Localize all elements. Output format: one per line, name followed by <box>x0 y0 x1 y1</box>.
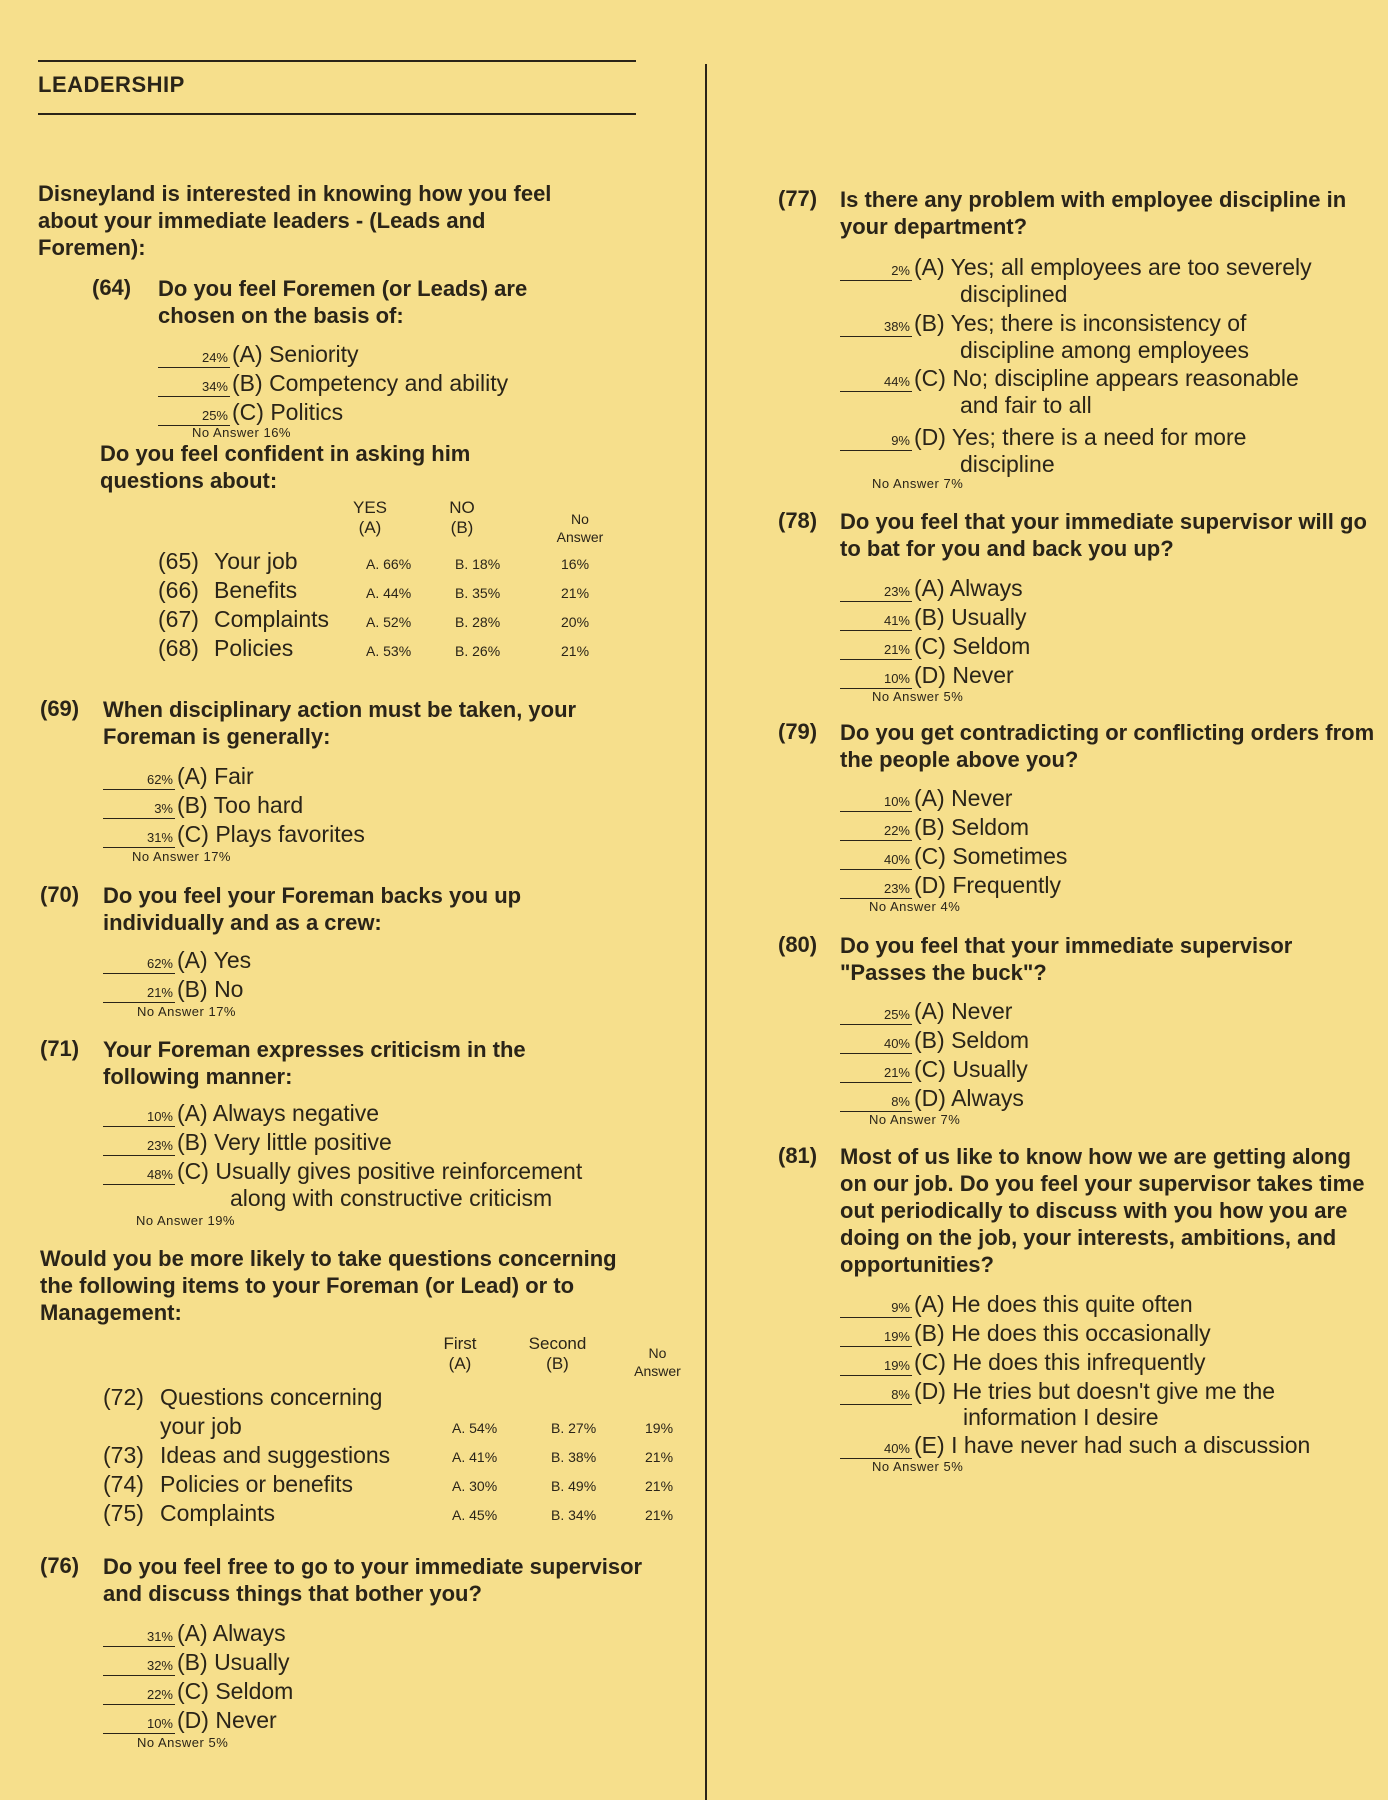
q81-e-pct: 40% <box>840 1440 912 1459</box>
q81-b-pct: 19% <box>840 1328 912 1347</box>
q79-a-label: Never <box>951 785 1013 811</box>
q76-option-a <box>103 1619 286 1647</box>
q64-c-label: Politics <box>270 399 344 425</box>
conf-na-line1: No <box>571 511 589 527</box>
route-row-na: 19% <box>645 1420 674 1436</box>
q78-option-a <box>840 574 1023 602</box>
q69-b-letter: (B) <box>177 792 208 818</box>
route-row-label: Policies or benefits <box>160 1471 354 1497</box>
q77-b-label: Yes; there is inconsistency of <box>950 310 1247 336</box>
q71-continuation: along with constructive criticism <box>230 1185 553 1211</box>
route-second-label: Second <box>528 1334 587 1353</box>
conf-row-b: B. 18% <box>455 556 501 572</box>
q70-b-letter: (B) <box>177 976 208 1002</box>
conf-row-label: Complaints <box>214 606 330 632</box>
q80-no-answer: No Answer 7% <box>869 1112 961 1127</box>
intro-text: Disneyland is interested in knowing how you feel about your immediate leaders - (Leads and Foremen): <box>38 181 552 260</box>
q77-b-pct: 38% <box>840 318 912 337</box>
q78-a-letter: (A) <box>914 575 945 601</box>
q80-c-pct: 21% <box>840 1064 912 1083</box>
q80-d-pct: 8% <box>840 1093 912 1112</box>
route-row-label: Complaints <box>160 1500 276 1526</box>
q64-no-answer: No Answer 16% <box>192 425 291 440</box>
q64-b-label: Competency and ability <box>269 370 509 396</box>
q80-text: Do you feel that your immediate supervisor "Passes the buck"? <box>840 933 1293 985</box>
q81-a-label: He does this quite often <box>951 1291 1193 1317</box>
q81-b-label: He does this occasionally <box>951 1320 1211 1346</box>
q80-a-label: Never <box>951 998 1013 1024</box>
route-row-a: A. 54% <box>452 1420 498 1436</box>
route-na-header <box>620 1344 695 1380</box>
q78-c-pct: 21% <box>840 641 912 660</box>
q71-a-pct: 10% <box>103 1108 175 1127</box>
q79-a-letter: (A) <box>914 785 945 811</box>
q77-option-b <box>840 309 1246 337</box>
q76-option-b <box>103 1648 289 1676</box>
q70-a-label: Yes <box>213 947 252 973</box>
q78-b-label: Usually <box>951 604 1027 630</box>
q69-number: (69) <box>40 696 80 721</box>
q70-option-b <box>103 975 243 1003</box>
q64-option-a <box>158 340 359 368</box>
q76-d-label: Never <box>215 1707 277 1733</box>
conf-row-num: (66) <box>158 577 199 603</box>
q71-c-label: Usually gives positive reinforcement <box>215 1158 583 1184</box>
q80-option-b <box>840 1026 1029 1054</box>
route-first-label: First <box>443 1334 477 1353</box>
q71-a-letter: (A) <box>177 1100 208 1126</box>
q77-number: (77) <box>778 186 818 211</box>
q79-d-letter: (D) <box>914 872 946 898</box>
q69-b-label: Too hard <box>213 792 304 818</box>
q76-option-c <box>103 1677 293 1705</box>
conf-row-num: (65) <box>158 548 199 574</box>
q64-option-c <box>158 398 343 426</box>
q70-option-a <box>103 946 251 974</box>
q77-no-answer: No Answer 7% <box>872 476 964 491</box>
route-row-a: A. 30% <box>452 1478 498 1494</box>
q71-number: (71) <box>40 1036 80 1061</box>
q76-number: (76) <box>40 1553 80 1578</box>
conf-row-na: 16% <box>561 556 590 572</box>
route-row-b: B. 27% <box>551 1420 597 1436</box>
conf-row-na: 20% <box>561 614 590 630</box>
route-row-label: Ideas and suggestions <box>160 1442 391 1468</box>
q78-c-label: Seldom <box>952 633 1031 659</box>
q69-text: When disciplinary action must be taken, your Foreman is generally: <box>103 697 577 749</box>
q76-c-pct: 22% <box>103 1686 175 1705</box>
q77-d-letter: (D) <box>914 424 946 450</box>
q64-a-letter: (A) <box>232 341 263 367</box>
conf-na-header <box>545 510 615 546</box>
q79-b-label: Seldom <box>951 814 1030 840</box>
q79-b-pct: 22% <box>840 822 912 841</box>
q79-option-b <box>840 813 1029 841</box>
q71-option-a <box>103 1099 379 1127</box>
q71-b-label: Very little positive <box>214 1129 392 1155</box>
q78-d-pct: 10% <box>840 670 912 689</box>
q77-a-pct: 2% <box>840 262 912 281</box>
route-row-label2: your job <box>160 1413 242 1439</box>
q81-option-c <box>840 1348 1205 1376</box>
q77-b-label2: discipline among employees <box>960 337 1249 363</box>
q79-d-pct: 23% <box>840 880 912 899</box>
conf-yes-header <box>350 498 390 538</box>
q76-text: Do you feel free to go to your immediate supervisor and discuss things that bother you? <box>103 1554 643 1606</box>
q78-b-pct: 41% <box>840 612 912 631</box>
route-row-a: A. 45% <box>452 1507 498 1523</box>
q76-b-pct: 32% <box>103 1657 175 1676</box>
q81-c-pct: 19% <box>840 1357 912 1376</box>
q78-option-c <box>840 632 1030 660</box>
confidence-text: Do you feel confident in asking him questions about: <box>100 441 471 493</box>
q64-c-letter: (C) <box>232 399 264 425</box>
route-first-header <box>430 1334 490 1374</box>
q80-c-letter: (C) <box>914 1056 946 1082</box>
q80-d-label: Always <box>951 1085 1024 1111</box>
q78-c-letter: (C) <box>914 633 946 659</box>
q64-b-letter: (B) <box>232 370 263 396</box>
q76-a-pct: 31% <box>103 1628 175 1647</box>
q77-text: Is there any problem with employee discipline in your department? <box>840 187 1347 239</box>
q79-a-pct: 10% <box>840 793 912 812</box>
route-row-num: (74) <box>103 1471 144 1497</box>
route-na-line1: No <box>648 1345 667 1361</box>
q69-b-pct: 3% <box>103 800 175 819</box>
conf-no-header <box>442 498 482 538</box>
q76-a-label: Always <box>212 1620 286 1646</box>
q78-b-letter: (B) <box>914 604 945 630</box>
q81-no-answer: No Answer 5% <box>872 1459 964 1474</box>
q70-b-label: No <box>214 976 244 1002</box>
top-rule <box>38 60 636 62</box>
q78-d-label: Never <box>952 662 1014 688</box>
q70-text: Do you feel your Foreman backs you up individually and as a crew: <box>103 883 522 935</box>
q81-e-label: I have never had such a discussion <box>951 1432 1311 1458</box>
conf-row-a: A. 52% <box>366 614 412 630</box>
route-second-sub: (B) <box>546 1354 569 1373</box>
q79-text: Do you get contradicting or conflicting orders from the people above you? <box>840 720 1375 772</box>
q76-b-letter: (B) <box>177 1649 208 1675</box>
q81-text: Most of us like to know how we are getting along on our job. Do you feel your supervisor takes time out periodically to discuss with you how you are doing on the job, your interests, ambitions, and opportunities? <box>840 1144 1365 1277</box>
q81-option-e <box>840 1431 1310 1459</box>
q69-a-label: Fair <box>214 763 254 789</box>
q77-c-letter: (C) <box>914 365 946 391</box>
q77-a-label2: disciplined <box>960 281 1068 307</box>
conf-row-b: B. 26% <box>455 643 501 659</box>
conf-row-label: Benefits <box>214 577 298 603</box>
route-row-num: (75) <box>103 1500 144 1526</box>
q64-a-pct: 24% <box>158 349 230 368</box>
q78-no-answer: No Answer 5% <box>872 689 964 704</box>
q69-c-pct: 31% <box>103 829 175 848</box>
q79-option-d <box>840 871 1061 899</box>
route-row-b: B. 49% <box>551 1478 597 1494</box>
q69-option-a <box>103 762 254 790</box>
q79-c-label: Sometimes <box>952 843 1068 869</box>
q77-a-label: Yes; all employees are too severely <box>950 254 1312 280</box>
q81-option-a <box>840 1290 1193 1318</box>
q77-c-label: No; discipline appears reasonable <box>952 365 1299 391</box>
route-second-header <box>520 1334 595 1374</box>
q80-option-c <box>840 1055 1028 1083</box>
q81-b-letter: (B) <box>914 1320 945 1346</box>
q79-d-label: Frequently <box>952 872 1061 898</box>
q78-number: (78) <box>778 508 818 533</box>
route-row-num: (72) <box>103 1384 144 1410</box>
q77-b-letter: (B) <box>914 310 945 336</box>
q64-b-pct: 34% <box>158 378 230 397</box>
q79-b-letter: (B) <box>914 814 945 840</box>
q81-option-d <box>840 1377 1275 1405</box>
q76-a-letter: (A) <box>177 1620 208 1646</box>
q80-b-label: Seldom <box>951 1027 1030 1053</box>
q64-text: Do you feel Foremen (or Leads) are chosen on the basis of: <box>158 276 528 328</box>
conf-row-a: A. 44% <box>366 585 412 601</box>
q76-b-label: Usually <box>214 1649 290 1675</box>
q76-option-d <box>103 1706 277 1734</box>
conf-row-num: (68) <box>158 635 199 661</box>
conf-yes-label: YES <box>352 498 388 517</box>
q77-c-label2: and fair to all <box>960 392 1092 418</box>
q81-d-label: He tries but doesn't give me the <box>952 1378 1276 1404</box>
q80-d-letter: (D) <box>914 1085 946 1111</box>
conf-row-a: A. 53% <box>366 643 412 659</box>
q71-a-label: Always negative <box>212 1100 379 1126</box>
route-row-na: 21% <box>645 1478 674 1494</box>
q71-no-answer: No Answer 19% <box>136 1213 235 1228</box>
q77-d-pct: 9% <box>840 432 912 451</box>
q70-no-answer: No Answer 17% <box>137 1004 236 1019</box>
q81-d-label2: information I desire <box>963 1404 1159 1430</box>
q69-a-letter: (A) <box>177 763 208 789</box>
q70-a-pct: 62% <box>103 955 175 974</box>
q81-c-letter: (C) <box>914 1349 946 1375</box>
q71-b-pct: 23% <box>103 1137 175 1156</box>
q81-a-letter: (A) <box>914 1291 945 1317</box>
q79-c-letter: (C) <box>914 843 946 869</box>
q81-e-letter: (E) <box>914 1432 945 1458</box>
q78-d-letter: (D) <box>914 662 946 688</box>
route-first-sub: (A) <box>448 1354 472 1373</box>
q64-number: (64) <box>92 275 132 300</box>
q78-a-pct: 23% <box>840 583 912 602</box>
title-underline <box>38 113 636 115</box>
conf-na-line2: Answer <box>556 529 604 545</box>
route-row-b: B. 38% <box>551 1449 597 1465</box>
q81-option-b <box>840 1319 1211 1347</box>
route-row-label: Questions concerning <box>160 1384 383 1410</box>
q81-a-pct: 9% <box>840 1299 912 1318</box>
conf-row-b: B. 35% <box>455 585 501 601</box>
q80-b-letter: (B) <box>914 1027 945 1053</box>
q81-c-label: He does this infrequently <box>952 1349 1206 1375</box>
q77-d-label: Yes; there is a need for more <box>951 424 1247 450</box>
q79-option-a <box>840 784 1012 812</box>
q69-option-c <box>103 820 365 848</box>
conf-yes-sub: (A) <box>358 518 382 537</box>
q79-number: (79) <box>778 719 818 744</box>
route-na-line2: Answer <box>634 1363 681 1379</box>
q80-a-letter: (A) <box>914 998 945 1024</box>
q64-a-label: Seniority <box>269 341 359 367</box>
q80-option-a <box>840 997 1012 1025</box>
q71-c-pct: 48% <box>103 1166 175 1185</box>
conf-row-na: 21% <box>561 585 590 601</box>
conf-row-num: (67) <box>158 606 199 632</box>
q79-option-c <box>840 842 1067 870</box>
q77-option-a <box>840 253 1312 281</box>
q81-number: (81) <box>778 1143 818 1168</box>
q76-d-pct: 10% <box>103 1715 175 1734</box>
q71-option-c <box>103 1157 582 1185</box>
q69-c-label: Plays favorites <box>215 821 365 847</box>
q78-text: Do you feel that your immediate supervisor will go to bat for you and back you up? <box>840 509 1367 561</box>
q69-option-b <box>103 791 303 819</box>
q79-no-answer: No Answer 4% <box>869 899 961 914</box>
section-title: LEADERSHIP <box>38 72 185 97</box>
conf-row-label: Your job <box>214 548 298 574</box>
q71-c-letter: (C) <box>177 1158 209 1184</box>
q81-d-letter: (D) <box>914 1378 946 1404</box>
q76-d-letter: (D) <box>177 1707 209 1733</box>
q78-option-d <box>840 661 1014 689</box>
q64-c-pct: 25% <box>158 407 230 426</box>
q80-a-pct: 25% <box>840 1006 912 1025</box>
conf-row-a: A. 66% <box>366 556 412 572</box>
q76-no-answer: No Answer 5% <box>137 1735 229 1750</box>
route-row-na: 21% <box>645 1507 674 1523</box>
route-row-b: B. 34% <box>551 1507 597 1523</box>
q78-a-label: Always <box>949 575 1023 601</box>
q77-option-c <box>840 364 1299 392</box>
q80-option-d <box>840 1084 1024 1112</box>
q78-option-b <box>840 603 1026 631</box>
q76-c-letter: (C) <box>177 1678 209 1704</box>
q77-d-label2: discipline <box>960 451 1055 477</box>
q80-number: (80) <box>778 932 818 957</box>
q80-b-pct: 40% <box>840 1035 912 1054</box>
conf-no-label: NO <box>449 498 475 517</box>
q77-a-letter: (A) <box>914 254 945 280</box>
q76-c-label: Seldom <box>215 1678 294 1704</box>
q77-c-pct: 44% <box>840 373 912 392</box>
route-row-na: 21% <box>645 1449 674 1465</box>
q71-option-b <box>103 1128 392 1156</box>
q64-option-b <box>158 369 508 397</box>
conf-row-b: B. 28% <box>455 614 501 630</box>
route-row-a: A. 41% <box>452 1449 498 1465</box>
conf-no-sub: (B) <box>450 518 474 537</box>
q81-d-pct: 8% <box>840 1386 912 1405</box>
conf-row-label: Policies <box>214 635 294 661</box>
q77-option-d <box>840 423 1246 451</box>
conf-row-na: 21% <box>561 643 590 659</box>
q80-c-label: Usually <box>952 1056 1028 1082</box>
column-divider <box>705 64 707 1800</box>
q69-c-letter: (C) <box>177 821 209 847</box>
q71-b-letter: (B) <box>177 1129 208 1155</box>
q69-no-answer: No Answer 17% <box>132 849 231 864</box>
route-row-num: (73) <box>103 1442 144 1468</box>
q79-c-pct: 40% <box>840 851 912 870</box>
q69-a-pct: 62% <box>103 771 175 790</box>
q71-text: Your Foreman expresses criticism in the following manner: <box>103 1037 526 1089</box>
q70-b-pct: 21% <box>103 984 175 1003</box>
q70-a-letter: (A) <box>177 947 208 973</box>
routing-text: Would you be more likely to take questions concerning the following items to your Foreman (or Lead) or to Management: <box>40 1246 617 1325</box>
q70-number: (70) <box>40 882 80 907</box>
